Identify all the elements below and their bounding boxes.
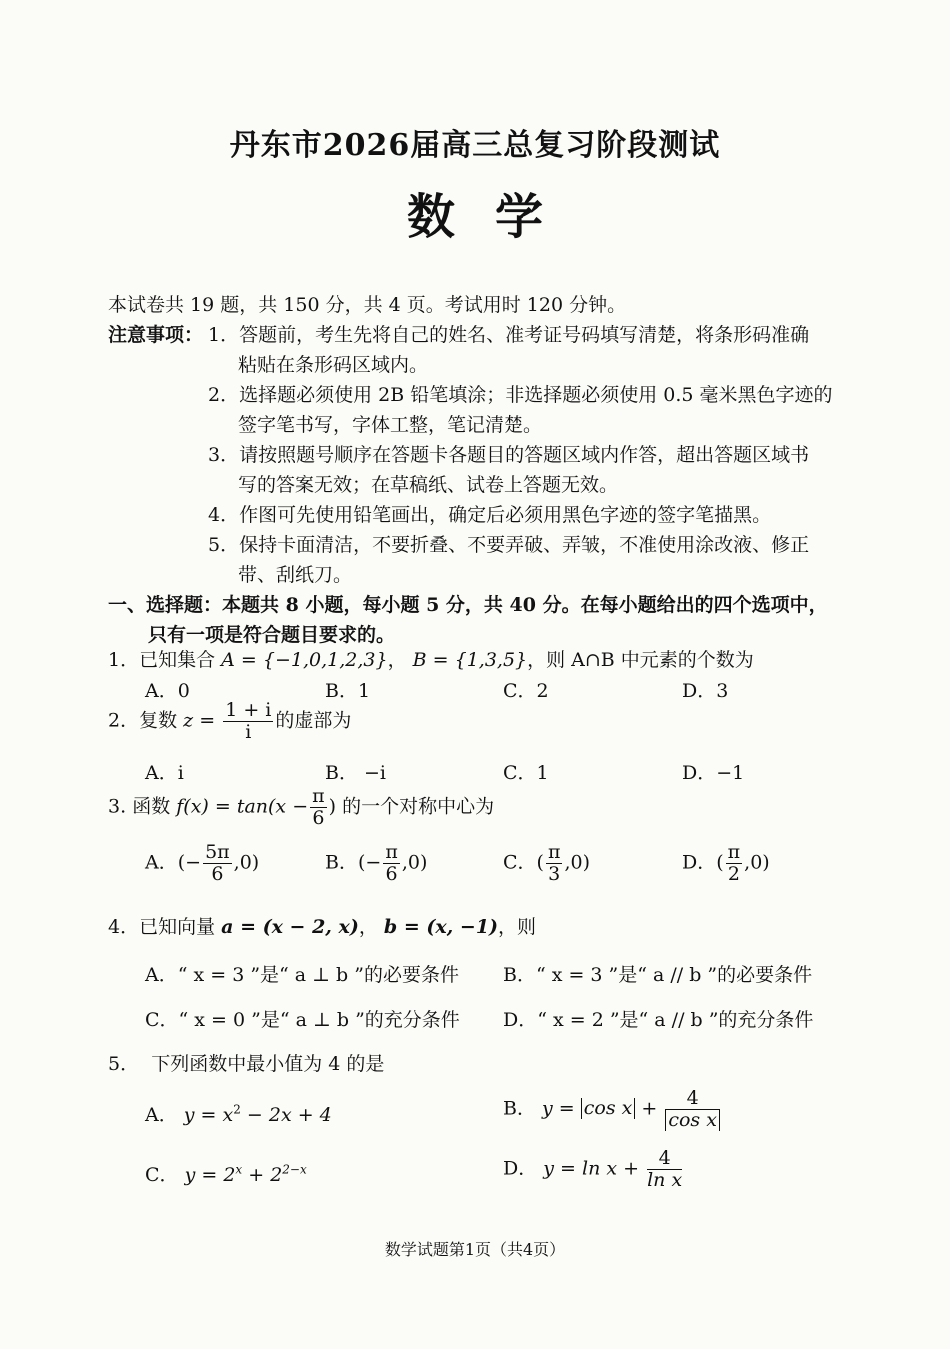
- question-4: 4．已知向量 a = (x − 2, x)， b = (x, −1)，则: [108, 916, 537, 938]
- q2-option-a: A．i: [145, 762, 184, 784]
- note-1-cont: 粘贴在条形码区域内。: [238, 354, 429, 376]
- q1-option-d: D．3: [682, 680, 729, 702]
- q1-option-a: A．0: [145, 680, 190, 702]
- note-5-cont: 带、刮纸刀。: [238, 564, 353, 586]
- q2-fraction: $\frac{1 + i}{i}$: [225, 699, 272, 743]
- q2-option-b: B． −i: [325, 762, 386, 784]
- note-3-cont: 写的答案无效；在草稿纸、试卷上答题无效。: [238, 474, 619, 496]
- q2-option-d: D．−1: [682, 762, 745, 784]
- q2-option-c: C．1: [503, 762, 549, 784]
- q5-option-c: C． $y = 2^x + 2^{2-x}$: [145, 1162, 307, 1186]
- exam-intro: 本试卷共 19 题，共 150 分，共 4 页。考试用时 120 分钟。: [108, 294, 627, 316]
- q3-option-a: A．(− $\frac{5\pi}{6}$ ,0): [145, 841, 260, 885]
- q5-option-b: B． y = cos x + $\frac{4}{\text{cos x}}$: [503, 1088, 722, 1131]
- question-5: 5． 下列函数中最小值为 4 的是: [108, 1053, 385, 1075]
- q1-option-b: B．1: [325, 680, 371, 702]
- q4-option-a: A．“ x = 3 ”是“ a ⊥ b ”的必要条件: [145, 964, 459, 986]
- subject-title: 数学: [406, 189, 583, 245]
- q4-option-c: C．“ x = 0 ”是“ a ⊥ b ”的充分条件: [145, 1009, 460, 1031]
- question-1: 1．已知集合 A = {−1,0,1,2,3}， B = {1,3,5}，则 A∩B 中元素的个数为: [108, 649, 754, 671]
- note-4: 4．作图可先使用铅笔画出，确定后必须用黑色字迹的签字笔描黑。: [208, 504, 772, 526]
- note-1: 1．答题前，考生先将自己的姓名、准考证号码填写清楚，将条形码准确: [208, 324, 810, 346]
- page-footer: 数学试题第1页（共4页）: [384, 1240, 566, 1259]
- section-heading-cont: 只有一项是符合题目要求的。: [148, 624, 396, 646]
- q5-option-a: A． $y = x^2 - 2x + 4$: [145, 1102, 332, 1126]
- question-3: 3. 函数 f(x) = tan(x − $\frac{\pi}{6}$ ) 的一个对称中心为: [108, 785, 495, 829]
- note-2-cont: 签字笔书写，字体工整，笔记清楚。: [238, 414, 543, 436]
- notes-label: 注意事项：: [108, 324, 204, 346]
- q3-option-c: C．( $\frac{\pi}{3}$ ,0): [503, 841, 591, 885]
- note-5: 5．保持卡面清洁，不要折叠、不要弄破、弄皱，不准使用涂改液、修正: [208, 534, 810, 556]
- section-heading: 一、选择题：本题共 8 小题，每小题 5 分，共 40 分。在每小题给出的四个选项中，: [108, 594, 828, 616]
- q4-option-d: D．“ x = 2 ”是“ a // b ”的充分条件: [503, 1009, 814, 1031]
- q3-option-d: D．( $\frac{\pi}{2}$ ,0): [682, 841, 770, 885]
- q3-option-b: B．(− $\frac{\pi}{6}$ ,0): [325, 841, 428, 885]
- question-2: 2．复数 z = $\frac{1 + i}{i}$ 的虚部为: [108, 699, 352, 743]
- exam-title: 丹东市2026届高三总复习阶段测试: [229, 128, 721, 163]
- q1-option-c: C．2: [503, 680, 549, 702]
- note-2: 2．选择题必须使用 2B 铅笔填涂；非选择题必须使用 0.5 毫米黑色字迹的: [208, 384, 833, 406]
- q4-option-b: B．“ x = 3 ”是“ a // b ”的必要条件: [503, 964, 813, 986]
- q5-option-d: D． y = ln x + $\frac{4}{\text{ln x}}$: [503, 1147, 683, 1191]
- note-3: 3．请按照题号顺序在答题卡各题目的答题区域内作答，超出答题区域书: [208, 444, 810, 466]
